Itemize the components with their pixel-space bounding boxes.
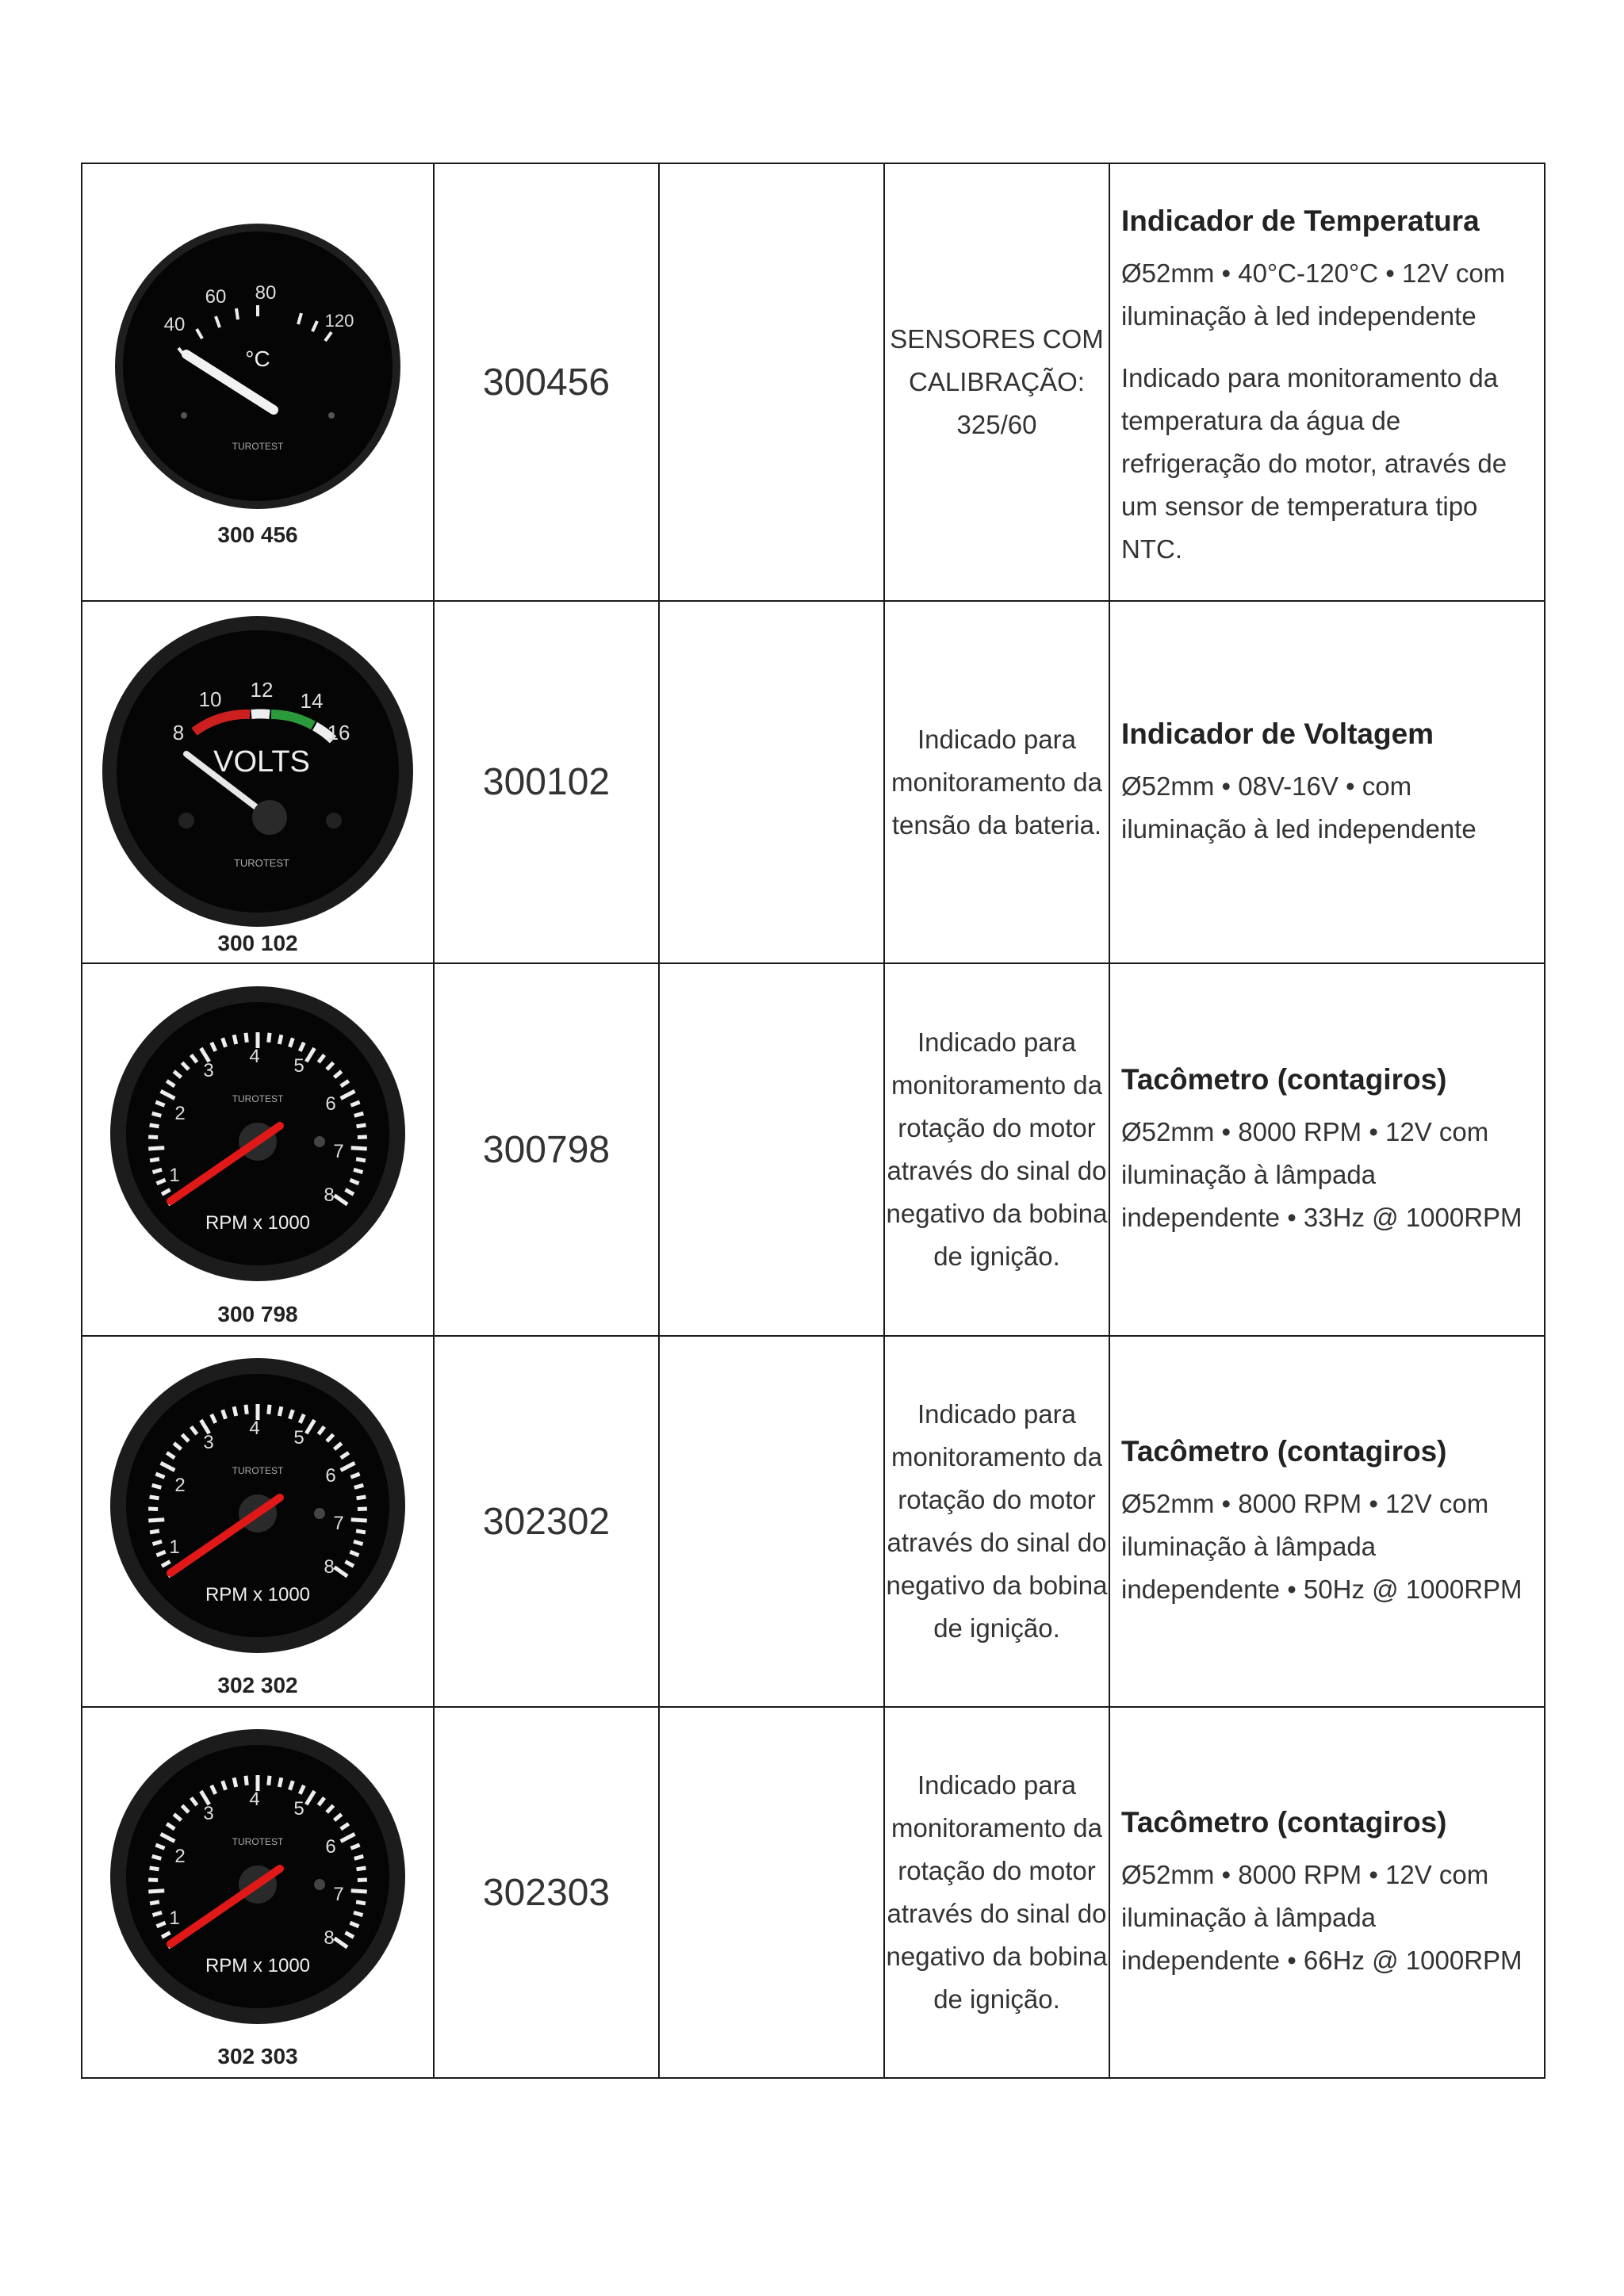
- gauge-tick: [152, 1485, 162, 1487]
- product-note: Indicado para monitoramento da tensão da bateria.: [884, 601, 1109, 963]
- voltage-gauge-image: [99, 613, 416, 930]
- gauge-tick: [234, 1777, 236, 1787]
- gauge-label: 4: [249, 1418, 260, 1439]
- image-caption: 302 303: [217, 2044, 298, 2068]
- gauge-tick: [150, 1868, 159, 1869]
- product-spec: Ø52mm • 8000 RPM • 12V com iluminação à lâmpada independente • 50Hz @ 1000RPM: [1121, 1489, 1522, 1604]
- gauge-tick: [358, 1137, 367, 1138]
- gauge-unit: VOLTS: [213, 744, 310, 779]
- gauge-label: 7: [333, 1141, 344, 1162]
- empty-cell: [659, 1336, 884, 1707]
- gauge-label: 16: [327, 720, 350, 744]
- gauge-label: 120: [324, 311, 354, 331]
- gauge-tick: [148, 1148, 164, 1149]
- gauge-tick: [153, 1912, 163, 1915]
- product-note: Indicado para monitoramento da rotação do motor através do sinal do negativo da bobina de ignição.: [884, 963, 1109, 1336]
- gauge-tick: [246, 1776, 247, 1785]
- product-description: [1109, 1707, 1545, 2078]
- gauge-label: 5: [293, 1427, 304, 1448]
- gauge-brand: TUROTEST: [232, 1465, 284, 1476]
- gauge-tick: [234, 1035, 236, 1044]
- gauge-label: 3: [203, 1060, 214, 1081]
- gauge-tick: [150, 1497, 159, 1498]
- gauge-tick: [357, 1868, 366, 1869]
- gauge-label: 60: [205, 286, 227, 308]
- gauge-label: 6: [325, 1465, 336, 1487]
- gauge-tick: [269, 1405, 270, 1414]
- gauge-label: 8: [172, 720, 185, 744]
- table-row: [82, 963, 1545, 1336]
- gauge-label: 6: [325, 1836, 336, 1858]
- tachometer-gauge-image: [107, 983, 408, 1284]
- gauge-label: 7: [333, 1884, 344, 1905]
- gauge-tick: [356, 1902, 366, 1904]
- product-code: 302302: [434, 1336, 659, 1707]
- gauge-label: 14: [300, 688, 324, 713]
- gauge-label: 1: [169, 1536, 180, 1558]
- gauge-brand: TUROTEST: [232, 1836, 284, 1847]
- product-description: [1109, 963, 1545, 1336]
- gauge-tick: [279, 1777, 282, 1787]
- gauge-unit: °C: [245, 346, 270, 371]
- gauge-tick: [148, 1509, 158, 1510]
- gauge-tick: [357, 1125, 366, 1127]
- gauge-label: 4: [249, 1046, 260, 1067]
- empty-cell: [659, 601, 884, 963]
- gauge-unit: RPM x 1000: [205, 1212, 311, 1234]
- gauge-tick: [269, 1033, 270, 1043]
- gauge-tick: [246, 1405, 247, 1414]
- product-code: 300456: [434, 163, 659, 601]
- gauge-label: 1: [169, 1165, 180, 1186]
- gauge-label: 5: [293, 1798, 304, 1820]
- gauge-tick: [358, 1509, 367, 1510]
- gauge-tick: [269, 1776, 270, 1785]
- gauge-label: 8: [324, 1556, 335, 1578]
- gauge-tick: [354, 1113, 364, 1115]
- gauge-label: 5: [293, 1055, 304, 1077]
- gauge-tick: [356, 1531, 366, 1533]
- product-image-cell: [82, 1336, 434, 1707]
- gauge-tick: [357, 1497, 366, 1498]
- product-note: Indicado para monitoramento da rotação do motor através do sinal do negativo da bobina de ignição.: [884, 1336, 1109, 1707]
- product-note: SENSORES COM CALIBRAÇÃO: 325/60: [884, 163, 1109, 601]
- product-code: 300798: [434, 963, 659, 1336]
- product-spec: Ø52mm • 08V-16V • com iluminação à led independente: [1121, 771, 1477, 844]
- product-note: Indicado para monitoramento da rotação do motor através do sinal do negativo da bobina de ignição.: [884, 1707, 1109, 2078]
- product-title: Indicador de Temperatura: [1121, 205, 1480, 237]
- gauge-label: 40: [163, 314, 186, 335]
- product-spec: Ø52mm • 40°C-120°C • 12V com iluminação à led independente: [1121, 258, 1506, 331]
- gauge-label: 2: [174, 1475, 186, 1496]
- gauge-tick: [351, 1891, 367, 1892]
- gauge-unit: RPM x 1000: [205, 1955, 311, 1976]
- table-row: [82, 1336, 1545, 1707]
- gauge-tick: [148, 1137, 158, 1138]
- gauge-tick: [246, 1033, 247, 1043]
- tachometer-gauge-image: [107, 1355, 408, 1656]
- gauge-label: 7: [333, 1513, 344, 1534]
- product-title: Indicador de Voltagem: [1121, 717, 1434, 750]
- table-row: [82, 1707, 1545, 2078]
- gauge-tick: [351, 1520, 367, 1521]
- tachometer-gauge-image: [107, 1726, 408, 2027]
- gauge-label: 2: [174, 1846, 186, 1867]
- gauge-unit: RPM x 1000: [205, 1584, 311, 1605]
- gauge-tick: [152, 1113, 162, 1115]
- product-description: [1109, 163, 1545, 601]
- table-row: [82, 601, 1545, 963]
- gauge-label: 8: [324, 1184, 335, 1206]
- gauge-brand: TUROTEST: [232, 441, 284, 452]
- image-caption: 302 302: [217, 1673, 298, 1697]
- gauge-brand: TUROTEST: [233, 856, 290, 869]
- gauge-tick: [354, 1912, 363, 1915]
- temperature-gauge-image: [111, 220, 404, 513]
- gauge-tick: [148, 1520, 164, 1521]
- product-title: Tacômetro (contagiros): [1121, 1063, 1447, 1096]
- gauge-tick: [279, 1406, 282, 1416]
- gauge-label: 8: [324, 1927, 335, 1949]
- gauge-tick: [150, 1159, 159, 1161]
- gauge-tick: [153, 1169, 163, 1172]
- gauge-label: 2: [174, 1103, 186, 1124]
- gauge-tick: [356, 1159, 366, 1161]
- empty-cell: [659, 163, 884, 601]
- gauge-tick: [150, 1531, 159, 1533]
- gauge-label: 4: [249, 1789, 260, 1810]
- product-description: [1109, 601, 1545, 963]
- gauge-tick: [354, 1485, 364, 1487]
- gauge-tick: [150, 1902, 159, 1904]
- empty-cell: [659, 963, 884, 1336]
- product-code: 302303: [434, 1707, 659, 2078]
- gauge-tick: [354, 1169, 363, 1172]
- gauge-label: 12: [250, 677, 274, 702]
- table-row: [82, 163, 1545, 601]
- gauge-label: 1: [169, 1908, 180, 1929]
- gauge-tick: [234, 1406, 236, 1416]
- product-title: Tacômetro (contagiros): [1121, 1806, 1447, 1839]
- product-code: 300102: [434, 601, 659, 963]
- image-caption: 300 102: [217, 931, 298, 955]
- product-spec: Ø52mm • 8000 RPM • 12V com iluminação à lâmpada independente • 33Hz @ 1000RPM: [1121, 1117, 1522, 1232]
- gauge-label: 6: [325, 1093, 336, 1115]
- product-text: Indicado para monitoramento da temperatura da água de refrigeração do motor, através de um sensor de temperatura tipo NTC.: [1121, 363, 1507, 564]
- product-title: Tacômetro (contagiros): [1121, 1435, 1447, 1468]
- gauge-tick: [351, 1148, 367, 1149]
- gauge-label: 10: [198, 687, 222, 711]
- gauge-label: 3: [203, 1432, 214, 1453]
- product-image-cell: [82, 963, 434, 1336]
- gauge-tick: [153, 1541, 163, 1544]
- gauge-label: 80: [255, 282, 277, 304]
- product-image-cell: [82, 163, 434, 601]
- gauge-tick: [358, 1880, 367, 1881]
- gauge-tick: [279, 1035, 282, 1044]
- gauge-tick: [354, 1541, 363, 1544]
- image-caption: 300 456: [217, 522, 298, 547]
- product-image-cell: [82, 601, 434, 963]
- image-caption: 300 798: [217, 1302, 298, 1326]
- gauge-brand: TUROTEST: [232, 1093, 284, 1104]
- product-description: [1109, 1336, 1545, 1707]
- gauge-tick: [152, 1856, 162, 1858]
- gauge-tick: [148, 1891, 164, 1892]
- gauge-tick: [148, 1880, 158, 1881]
- gauge-tick: [354, 1856, 364, 1858]
- product-spec: Ø52mm • 8000 RPM • 12V com iluminação à lâmpada independente • 66Hz @ 1000RPM: [1121, 1860, 1522, 1975]
- product-table: [81, 163, 1545, 2079]
- product-image-cell: [82, 1707, 434, 2078]
- gauge-label: 3: [203, 1803, 214, 1824]
- gauge-tick: [150, 1125, 159, 1127]
- empty-cell: [659, 1707, 884, 2078]
